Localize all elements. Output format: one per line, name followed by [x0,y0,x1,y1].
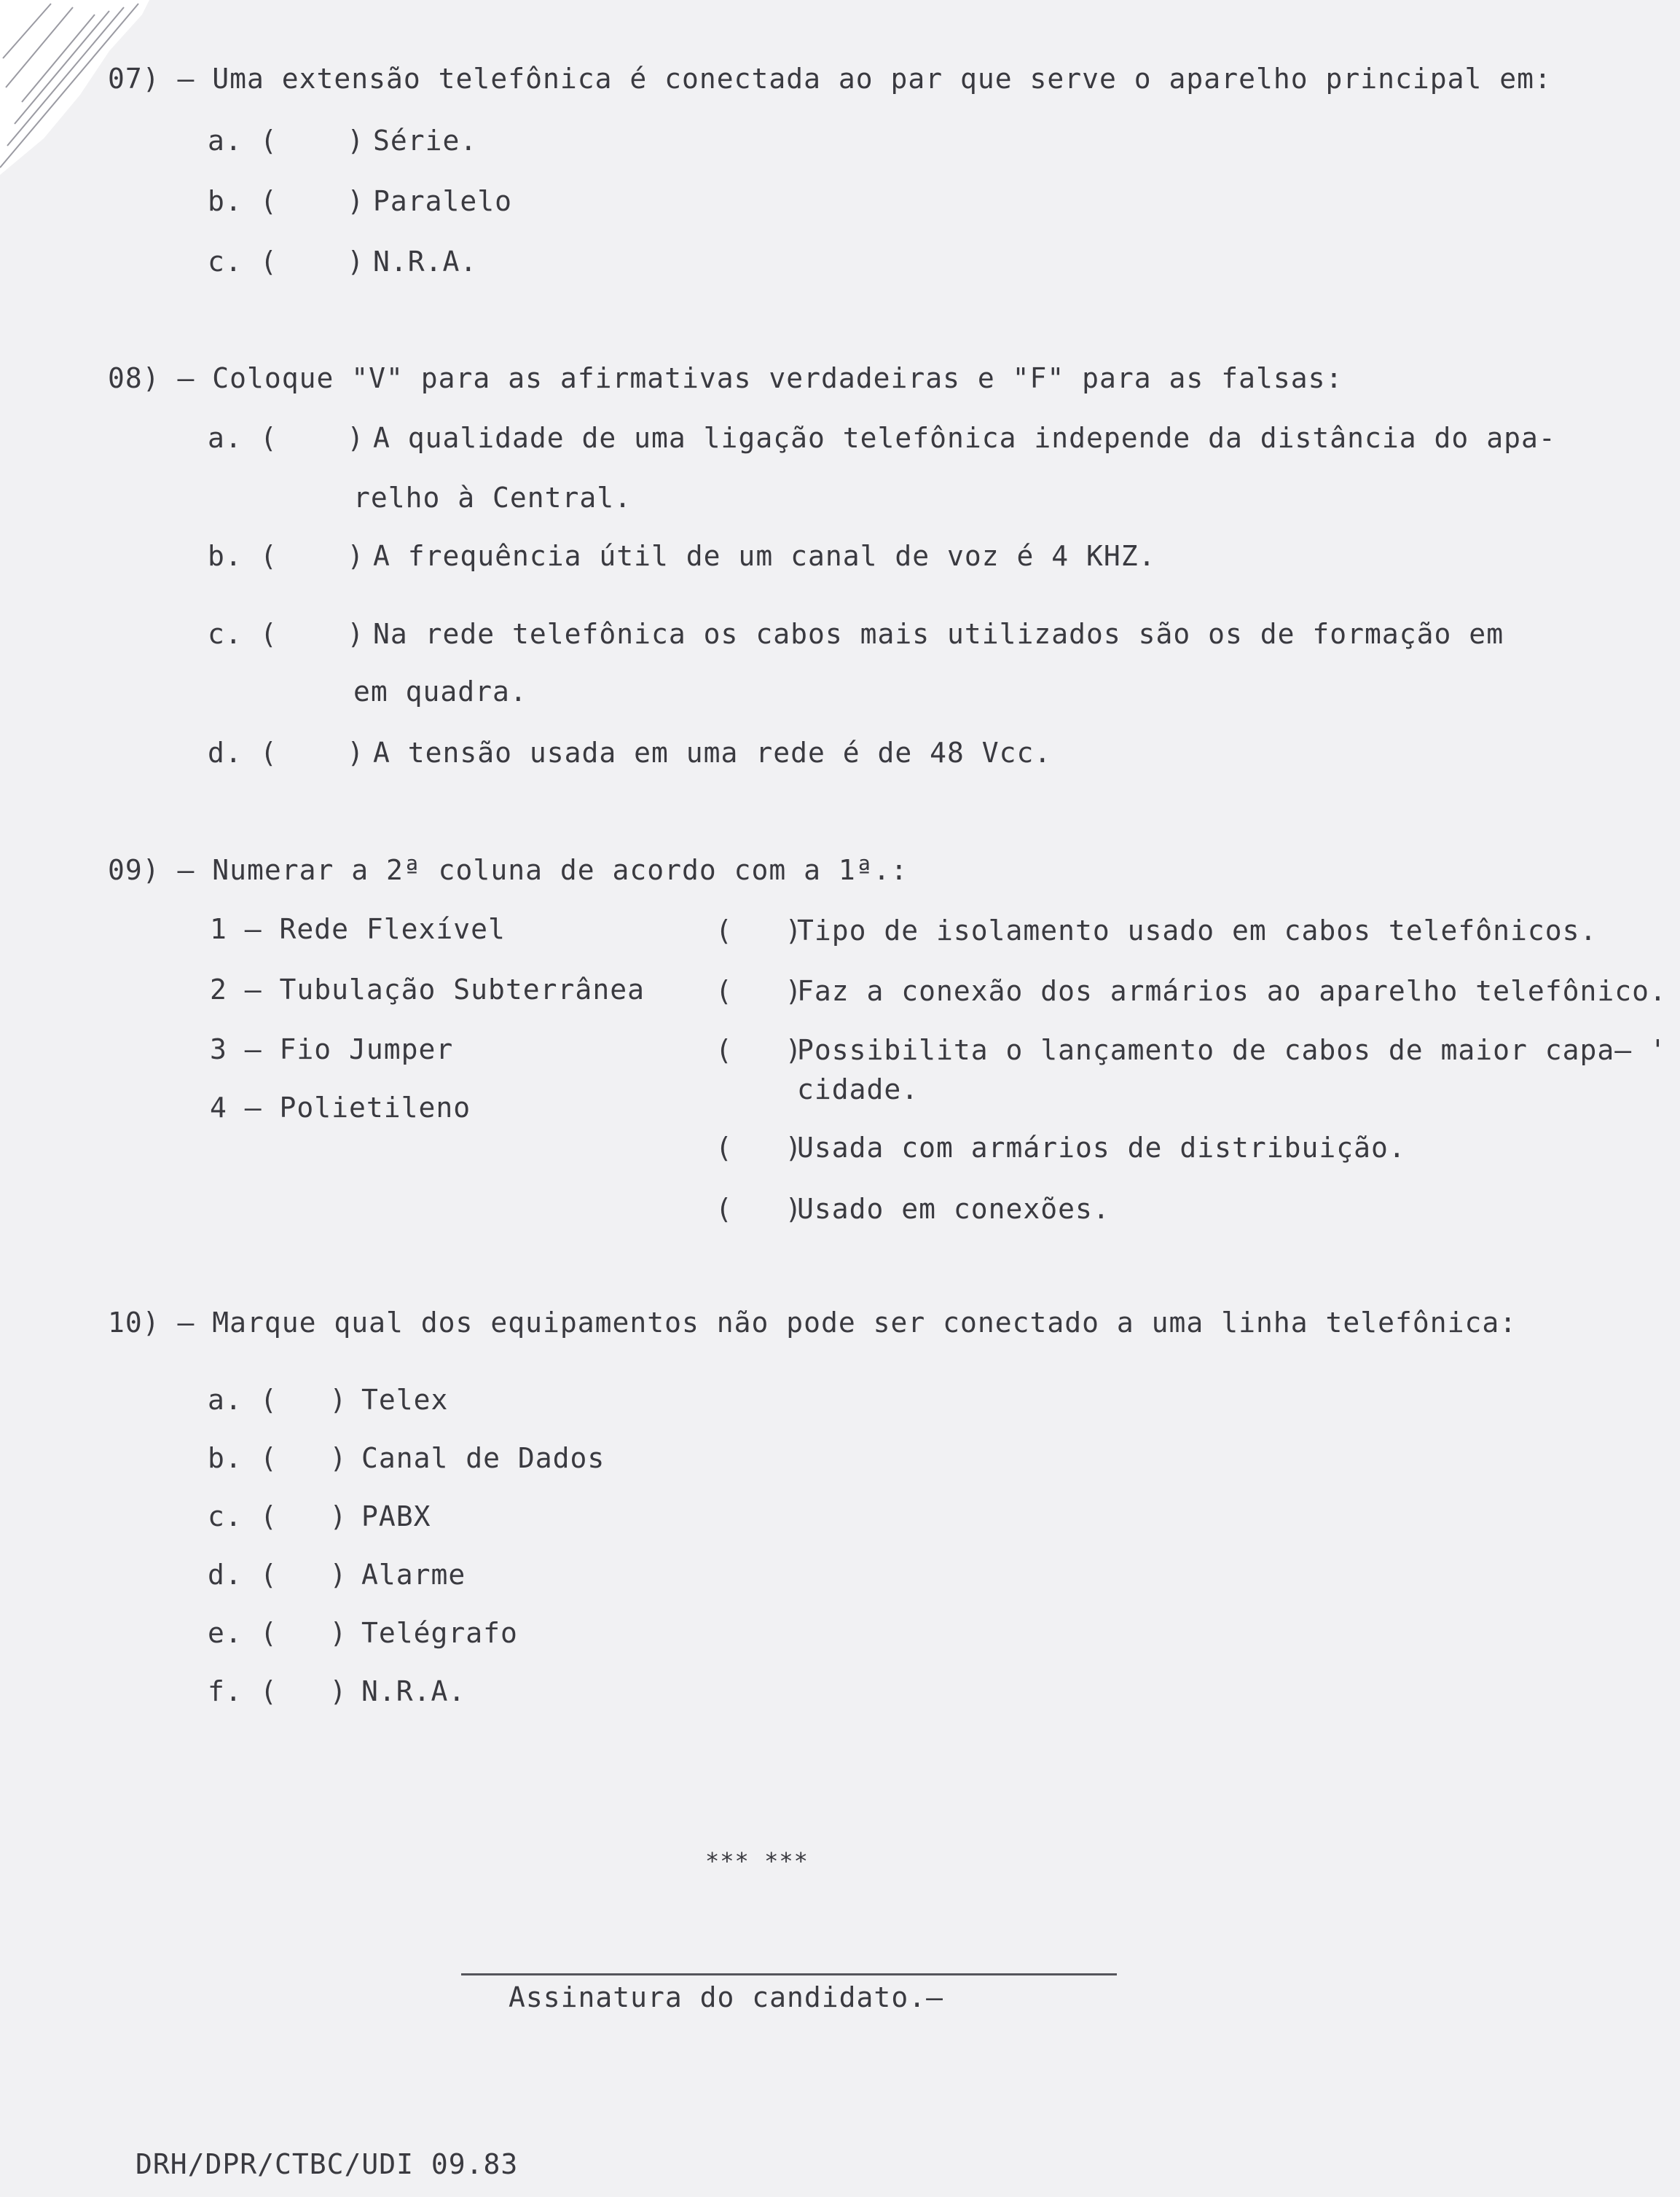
section-separator: *** *** [705,1847,809,1875]
q10-option-e-checkbox[interactable]: ( ) [260,1617,348,1649]
q09-column1-item-3: 3 – Fio Jumper [210,1033,454,1065]
signature-line[interactable] [461,1973,1117,1975]
q07-option-c-checkbox[interactable]: ( ) [260,246,365,278]
q09-column2-item-1-text: Tipo de isolamento usado em cabos telefônicos. [797,915,1598,947]
q09-column1-item-1: 1 – Rede Flexível [210,913,506,945]
q09-column2-item-5-box[interactable]: ( ) [715,1193,803,1225]
q08-option-d-text: A tensão usada em uma rede é de 48 Vcc. [373,737,1052,769]
q09-column1-item-2: 2 – Tubulação Subterrânea [210,974,645,1006]
q08-option-b-label: b. [208,540,243,572]
q09-column2-item-3-text: Possibilita o lançamento de cabos de maior capa– ' [797,1034,1667,1066]
q10-option-e-label: e. [208,1617,243,1649]
q10-option-a-label: a. [208,1384,243,1416]
signature-caption: Assinatura do candidato.– [509,1981,943,2013]
q10-option-d-checkbox[interactable]: ( ) [260,1559,348,1591]
q08-option-a-label: a. [208,422,243,454]
q08-option-a-checkbox[interactable]: ( ) [260,422,365,454]
q10-option-f-text: N.R.A. [361,1675,466,1707]
q10-option-a-checkbox[interactable]: ( ) [260,1384,348,1416]
q07-option-a-label: a. [208,125,243,157]
q07-option-c-text: N.R.A. [373,246,478,278]
q10-option-b-checkbox[interactable]: ( ) [260,1442,348,1474]
q07-prompt: 07) – Uma extensão telefônica é conectada ao par que serve o aparelho principal em: [108,63,1552,95]
q10-option-b-label: b. [208,1442,243,1474]
q09-column2-item-3-continuation: cidade. [797,1073,919,1105]
q10-option-d-label: d. [208,1559,243,1591]
q09-column2-item-3-box[interactable]: ( ) [715,1034,803,1066]
exam-page: 07) – Uma extensão telefônica é conectada ao par que serve o aparelho principal em: a. ( ) Série. b. ( ) Paralelo c. ( ) N.R.A. 08) – Coloque "V" para as afirmativas verdadeiras e "F" para as falsas: a. ( ) A qualidade de uma ligação telefônica independe da distância do apa- relho à Central. b. ( ) A frequência útil de um canal de voz é 4 KHZ. c. ( ) Na rede telefônica os cabos mais utilizados são os de formação em em quadra. d. ( ) A tensão usada em uma rede é de 48 Vcc. 09) – Numerar a 2ª coluna de acordo com a 1ª.: 1 – Rede Flexível 2 – Tubulação Subterrânea 3 – Fio Jumper 4 – Polietileno ( ) Tipo de isolamento usado em cabos telefônicos. ( ) Faz a conexão dos armários ao aparelho telefônico. ( ) Possibilita o lançamento de cabos de maior capa– ' cidade. ( ) Usada com armários de distribuição. ( ) Usado em conexões. 10) – Marque qual dos equipamentos não pode ser conectado a uma linha telefônica: a. ( ) Telex b. ( ) Canal de Dados c. ( ) PABX d. ( ) Alarme e. ( ) Telégrafo f. ( ) N.R.A. *** *** Assinatura do candidato.– DRH/DPR/CTBC/UDI 09.83 [0,0,1680,2197]
q08-option-c-text: Na rede telefônica os cabos mais utilizados são os de formação em [373,618,1504,650]
q10-option-c-text: PABX [361,1500,431,1532]
q09-column1-item-4: 4 – Polietileno [210,1092,471,1124]
q10-option-b-text: Canal de Dados [361,1442,605,1474]
q09-column2-item-1-box[interactable]: ( ) [715,915,803,947]
q07-option-a-checkbox[interactable]: ( ) [260,125,365,157]
q10-option-c-checkbox[interactable]: ( ) [260,1500,348,1532]
q07-option-b-label: b. [208,185,243,217]
q10-option-c-label: c. [208,1500,243,1532]
q09-column2-item-5-text: Usado em conexões. [797,1193,1110,1225]
q10-option-e-text: Telégrafo [361,1617,518,1649]
q08-option-b-text: A frequência útil de um canal de voz é 4 KHZ. [373,540,1156,572]
q08-option-a-continuation: relho à Central. [353,482,632,514]
q09-column2-item-2-text: Faz a conexão dos armários ao aparelho telefônico. [797,975,1667,1007]
q08-option-c-checkbox[interactable]: ( ) [260,618,365,650]
q08-option-b-checkbox[interactable]: ( ) [260,540,365,572]
q09-column2-item-4-text: Usada com armários de distribuição. [797,1132,1406,1164]
q10-option-d-text: Alarme [361,1559,466,1591]
q07-option-c-label: c. [208,246,243,278]
q10-option-a-text: Telex [361,1384,449,1416]
q08-option-d-label: d. [208,737,243,769]
q10-option-f-label: f. [208,1675,243,1707]
q09-prompt: 09) – Numerar a 2ª coluna de acordo com a 1ª.: [108,854,908,886]
q07-option-b-text: Paralelo [373,185,513,217]
q08-option-a-text: A qualidade de uma ligação telefônica independe da distância do apa- [373,422,1556,454]
q09-column2-item-4-box[interactable]: ( ) [715,1132,803,1164]
q10-prompt: 10) – Marque qual dos equipamentos não pode ser conectado a uma linha telefônica: [108,1307,1518,1339]
q10-option-f-checkbox[interactable]: ( ) [260,1675,348,1707]
q07-option-b-checkbox[interactable]: ( ) [260,185,365,217]
q08-option-d-checkbox[interactable]: ( ) [260,737,365,769]
q08-option-c-continuation: em quadra. [353,675,527,708]
q09-column2-item-2-box[interactable]: ( ) [715,975,803,1007]
q08-prompt: 08) – Coloque "V" para as afirmativas verdadeiras e "F" para as falsas: [108,362,1343,394]
q07-option-a-text: Série. [373,125,478,157]
q08-option-c-label: c. [208,618,243,650]
